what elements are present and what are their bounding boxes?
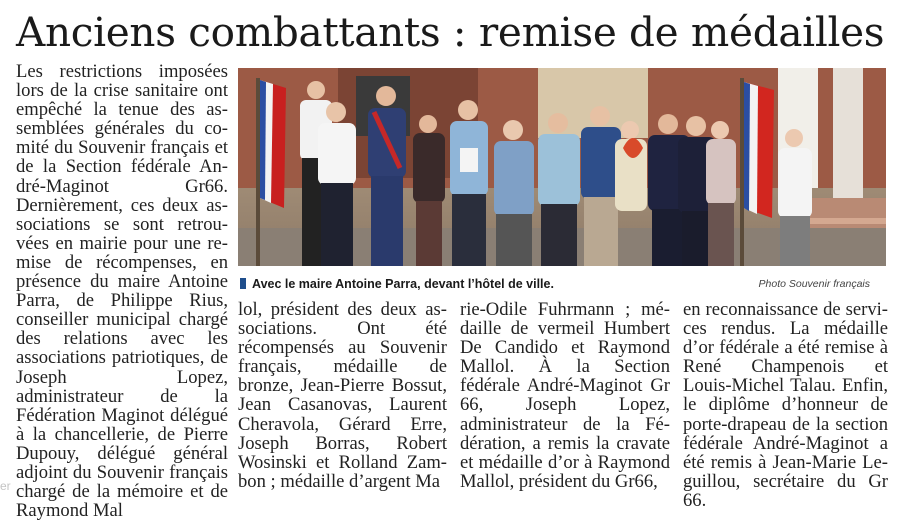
- article-column-4: [683, 300, 888, 510]
- headline: Anciens combattants : remise de médailles: [16, 8, 885, 56]
- article-column-2: [238, 300, 447, 491]
- caption-text: Avec le maire Antoine Parra, devant l’hôtel de ville.: [252, 277, 554, 291]
- paragraph: lol, président des deux associations. Ont été récompensés au Souvenir français, médaille de bronze, Jean-Pierre Bossut, Jean Casanovas, Laurent Cheravola, Gérard Erre, Joseph Borras, Robert Wosinski et Rolland Zambon ; médaille d’argent Ma: [238, 299, 447, 492]
- photo-credit: Photo Souvenir français: [758, 278, 870, 290]
- group-photo: [238, 68, 886, 266]
- article-column-3: [460, 300, 670, 491]
- paragraph: rie-Odile Fuhrmann ; médaille de vermeil Humbert De Candido et Raymond Mallol. À la Section fédérale André-Maginot Gr 66, Joseph Lopez, administrateur de la Fédération, a remis la cravate et médaille d’or à Raymond Mallol, président du Gr66,: [460, 299, 670, 492]
- caption-marker-icon: [240, 278, 246, 289]
- paragraph: Les restrictions imposées lors de la crise sanitaire ont empêché la tenue des assemblées générales du comité du Souvenir français et de la Section fédérale André-Maginot Gr66. Dernièrement, ces deux associations se sont retrouvées en mairie pour une remise de récompenses, en présence du maire Antoine Parra, de Philippe Rius, conseiller municipal chargé des relations avec les associations patriotiques, de Joseph Lopez, administrateur de la Fédération Maginot délégué à la chancellerie, de Pierre Dupouy, délégué général adjoint du Souvenir français chargé de la mémoire et de Raymond Mal: [16, 61, 228, 521]
- article-column-1: [16, 62, 228, 520]
- edge-text-fragment: er: [0, 479, 11, 493]
- paragraph: en reconnaissance de services rendus. La médaille d’or fédérale a été remise à René Champenois et Louis-Michel Talau. Enfin, le diplôme d’honneur de porte-drapeau de la section fédérale André-Maginot a été remis à Jean-Marie Leguillou, secrétaire du Gr 66.: [683, 299, 888, 511]
- photo-caption: [240, 273, 888, 295]
